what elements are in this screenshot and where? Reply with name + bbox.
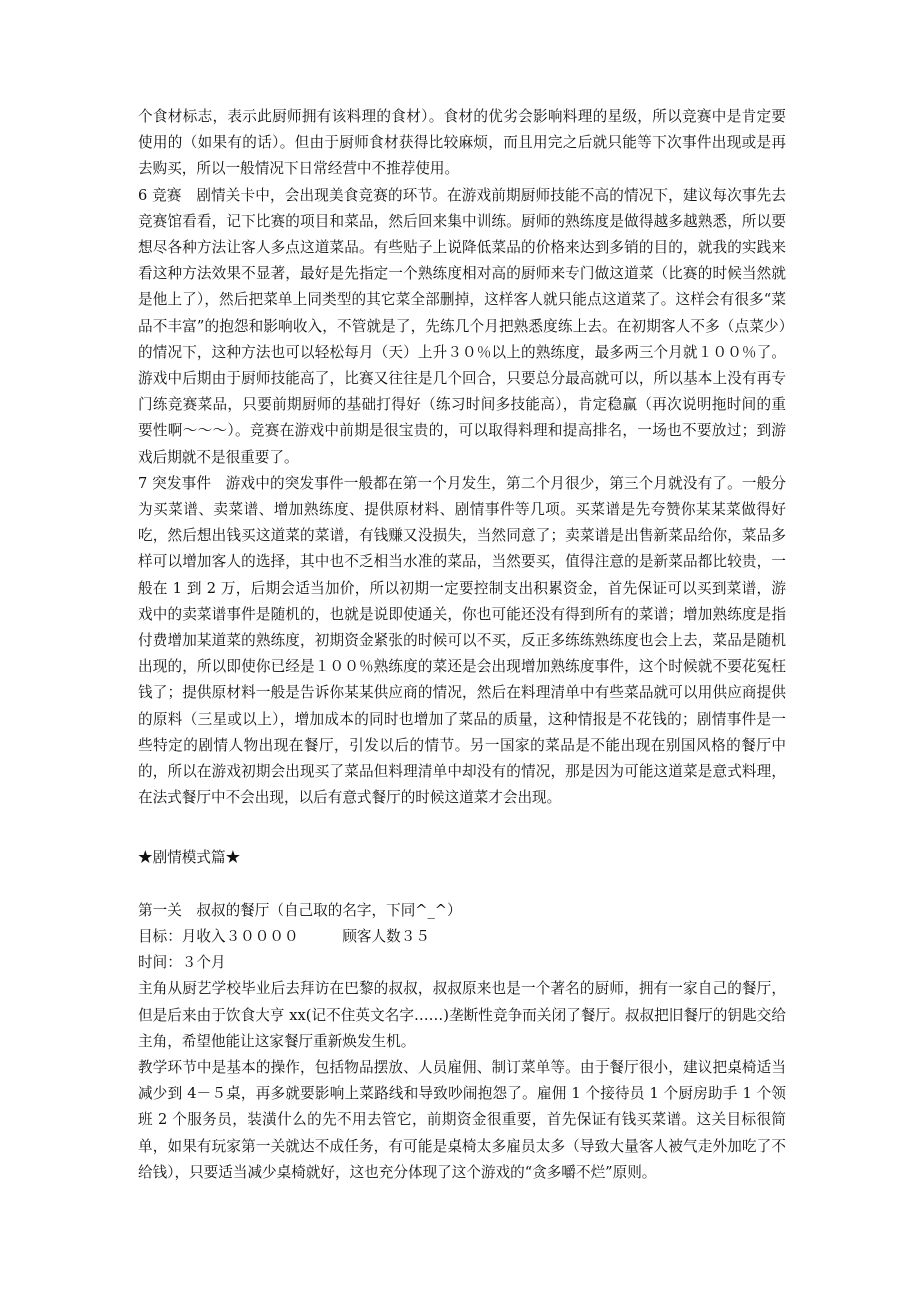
- level-goal: 目标：月收入３００００ 顾客人数３５: [138, 927, 430, 945]
- document-page: [138, 104, 786, 1186]
- paragraph-story: 主角从厨艺学校毕业后去拜访在巴黎的叔叔，叔叔原来也是一个著名的厨师，拥有一家自己的餐厅，但是后来由于饮食大亨 xx(记不住英文名字……)垄断性竞争而关闭了餐厅。叔叔把旧餐厅的钥匙交给主角，希望他能让这家餐厅重新焕发生机。: [138, 980, 786, 1050]
- level-title: 第一关 叔叔的餐厅（自己取的名字，下同^_^）: [138, 901, 462, 919]
- spacer: [138, 811, 786, 845]
- paragraph-ingredients: 个食材标志，表示此厨师拥有该料理的食材）。食材的优劣会影响料理的星级，所以竞赛中是肯定要使用的（如果有的话）。但由于厨师食材获得比较麻烦，而且用完之后就只能等下次事件出现或是再去购买，所以一般情况下日常经营中不推荐使用。: [138, 108, 786, 178]
- paragraph-tutorial: 教学环节中是基本的操作，包括物品摆放、人员雇佣、制订菜单等。由于餐厅很小，建议把桌椅适当减少到 4－５桌，再多就要影响上菜路线和导致吵闹抱怨了。雇佣 1 个接待员 1 个厨房助手 1 个领班 2 个服务员，装潢什么的先不用去管它，前期资金很重要，首先保证有钱买菜谱。这关目标很简单，如果有玩家第一关就达不成任务，有可能是桌椅太多雇员太多（导致大量客人被气走外加吃了不给钱），只要适当减少桌椅就好，这也充分体现了这个游戏的“贪多嚼不烂”原则。: [138, 1058, 786, 1181]
- section-title: ★剧情模式篇★: [138, 849, 241, 867]
- spacer: [138, 872, 786, 898]
- paragraph-competition: 6 竞赛 剧情关卡中，会出现美食竞赛的环节。在游戏前期厨师技能不高的情况下，建议每次事先去竞赛馆看看，记下比赛的项目和菜品，然后回来集中训练。厨师的熟练度是做得越多越熟悉，所以要想尽各种方法让客人多点这道菜品。有些贴子上说降低菜品的价格来达到多销的目的，就我的实践来看这种方法效果不显著，最好是先指定一个熟练度相对高的厨师来专门做这道菜（比赛的时候当然就是他上了），然后把菜单上同类型的其它菜全部删掉，这样客人就只能点这道菜了。这样会有很多“菜品不丰富”的抱怨和影响收入，不管就是了，先练几个月把熟悉度练上去。在初期客人不多（点菜少）的情况下，这种方法也可以轻松每月（天）上升３０％以上的熟练度，最多两三个月就１００％了。游戏中后期由于厨师技能高了，比赛又往往是几个回合，只要总分最高就可以，所以基本上没有再专门练竞赛菜品，只要前期厨师的基础打得好（练习时间多技能高），肯定稳赢（再次说明拖时间的重要性啊～～～）。竞赛在游戏中前期是很宝贵的，可以取得料理和提高排名，一场也不要放过；到游戏后期就不是很重要了。: [138, 186, 786, 466]
- paragraph-random-events: 7 突发事件 游戏中的突发事件一般都在第一个月发生，第二个月很少，第三个月就没有了。一般分为买菜谱、卖菜谱、增加熟练度、提供原材料、剧情事件等几项。买菜谱是先夸赞你某某菜做得好吃，然后想出钱买这道菜的菜谱，有钱赚又没损失，当然同意了；卖菜谱是出售新菜品给你，菜品多样可以增加客人的选择，其中也不乏相当水准的菜品，当然要买，值得注意的是新菜品都比较贵，一般在 1 到 2 万，后期会适当加价，所以初期一定要控制支出积累资金，首先保证可以买到菜谱，游戏中的卖菜谱事件是随机的，也就是说即使通关，你也可能还没有得到所有的菜谱；增加熟练度是指付费增加某道菜的熟练度，初期资金紧张的时候可以不买，反正多练练熟练度也会上去，菜品是随机出现的，所以即使你已经是１００％熟练度的菜还是会出现增加熟练度事件，这个时候就不要花冤枉钱了；提供原材料一般是告诉你某某供应商的情况，然后在料理清单中有些菜品就可以用供应商提供的原料（三星或以上），增加成本的同时也增加了菜品的质量，这种情报是不花钱的；剧情事件是一些特定的剧情人物出现在餐厅，引发以后的情节。另一国家的菜品是不能出现在别国风格的餐厅中的，所以在游戏初期会出现买了菜品但料理清单中却没有的情况，那是因为可能这道菜是意式料理，在法式餐厅中不会出现，以后有意式餐厅的时候这道菜才会出现。: [138, 474, 786, 807]
- level-time: 时间：３个月: [138, 954, 226, 972]
